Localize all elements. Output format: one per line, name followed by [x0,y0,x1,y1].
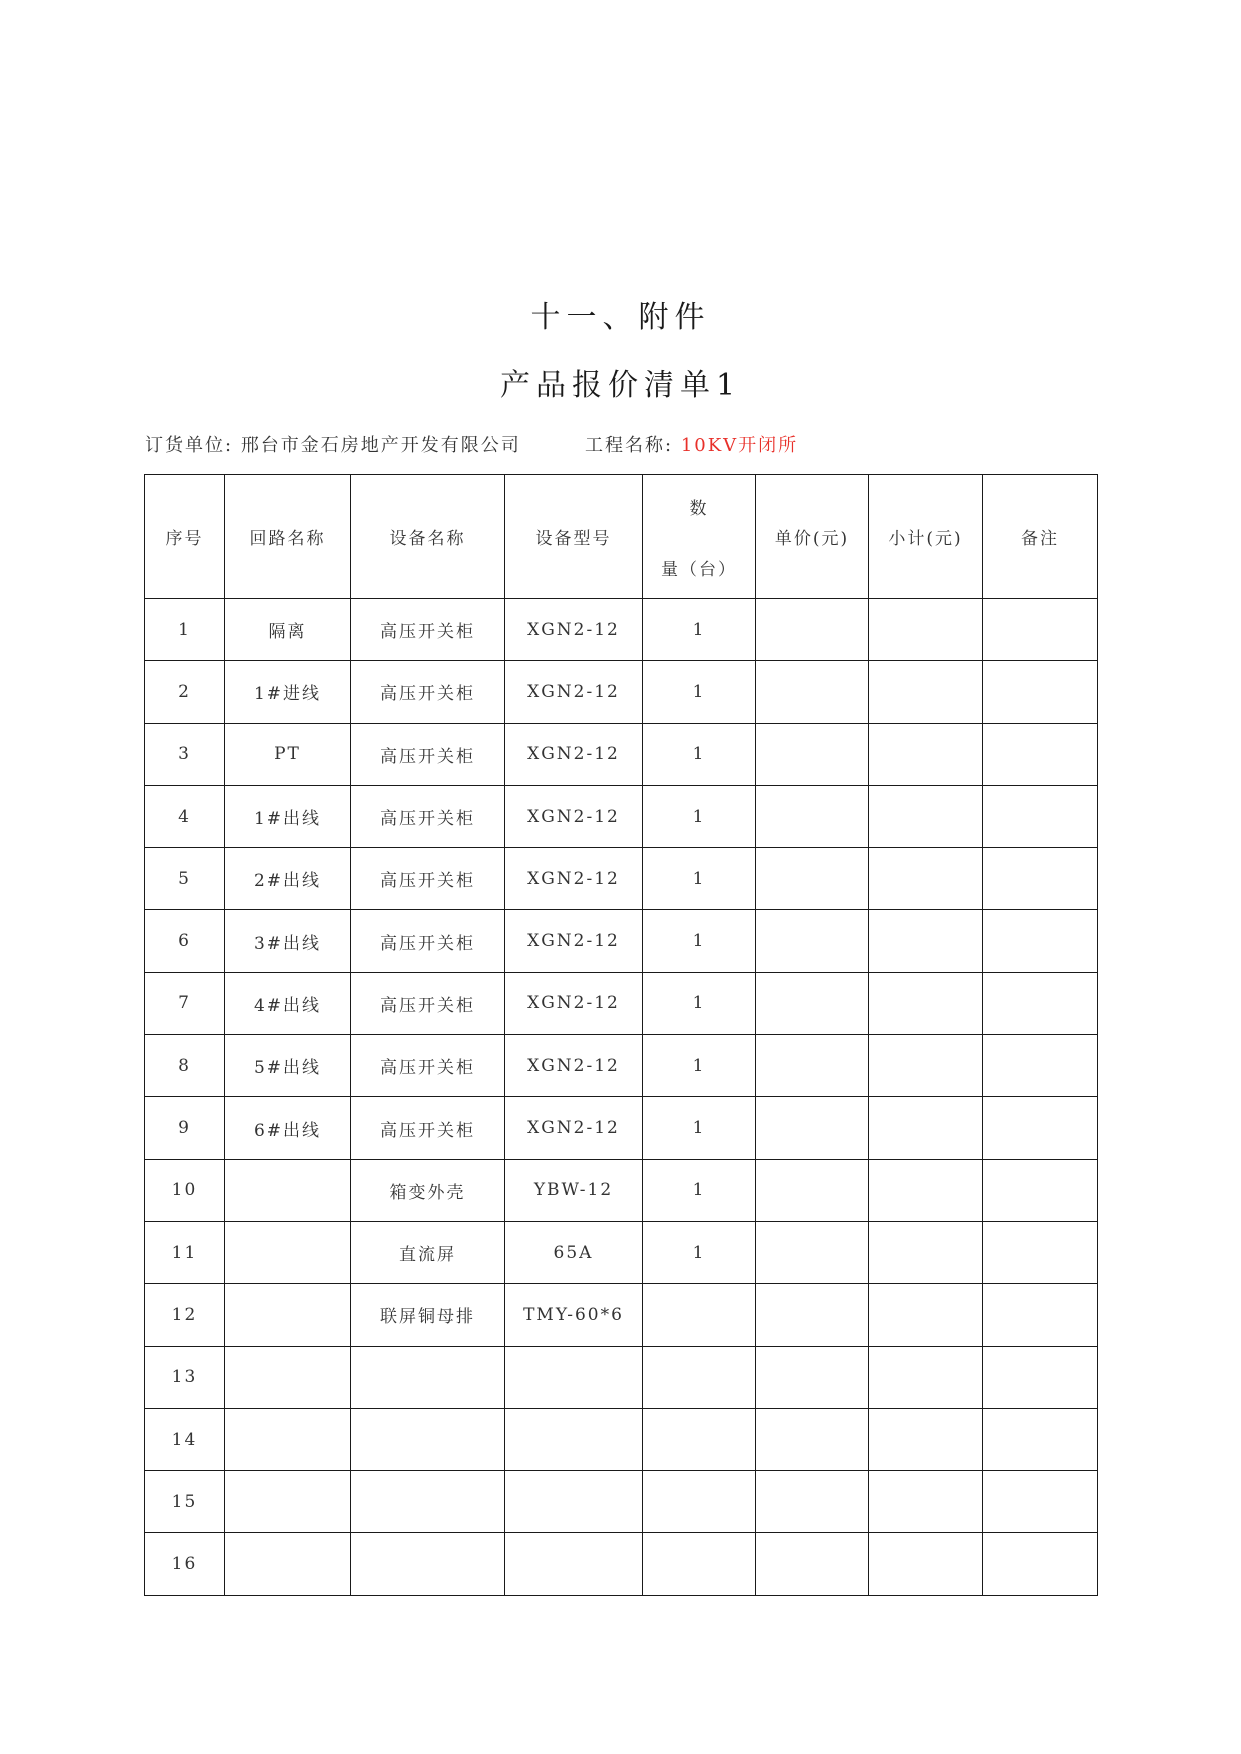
cell-unit-price [756,1471,869,1533]
cell-device-name [351,1471,505,1533]
cell-quantity: 1 [643,661,756,723]
cell-subtotal [869,972,983,1034]
cell-unit-price [756,848,869,910]
cell-device-model: XGN2-12 [505,785,643,847]
cell-seq: 16 [145,1533,225,1595]
cell-quantity: 1 [643,723,756,785]
project-name-value: 10KV开闭所 [680,435,799,456]
table-row [145,1159,1098,1221]
cell-circuit-name: 4#出线 [225,972,351,1034]
cell-unit-price [756,723,869,785]
cell-subtotal [869,785,983,847]
cell-device-model: XGN2-12 [505,723,643,785]
cell-remark [983,1408,1098,1470]
cell-device-name: 高压开关柜 [351,785,505,847]
cell-device-name: 高压开关柜 [351,1035,505,1097]
cell-subtotal [869,910,983,972]
cell-circuit-name [225,1284,351,1346]
cell-quantity: 1 [643,1035,756,1097]
cell-subtotal [869,599,983,661]
header-quantity-line1: 数 [689,498,709,519]
cell-device-name: 箱变外壳 [351,1159,505,1221]
cell-quantity: 1 [643,1097,756,1159]
cell-seq: 2 [145,661,225,723]
cell-seq: 10 [145,1159,225,1221]
cell-device-name: 直流屏 [351,1221,505,1283]
project-name-label: 工程名称: [585,435,674,456]
cell-circuit-name: 3#出线 [225,910,351,972]
cell-seq: 13 [145,1346,225,1408]
cell-subtotal [869,1221,983,1283]
cell-device-model: XGN2-12 [505,848,643,910]
cell-device-model [505,1346,643,1408]
cell-unit-price [756,1284,869,1346]
page-heading: 十一、附件 [530,300,711,335]
order-unit-line [145,431,521,457]
cell-seq: 1 [145,599,225,661]
cell-circuit-name: 1#进线 [225,661,351,723]
cell-subtotal [869,1471,983,1533]
header-device-model: 设备型号 [505,475,643,599]
cell-device-model [505,1471,643,1533]
table-row [145,1408,1098,1470]
header-remark: 备注 [983,475,1098,599]
cell-quantity [643,1533,756,1595]
cell-device-name: 高压开关柜 [351,599,505,661]
cell-circuit-name: 6#出线 [225,1097,351,1159]
cell-unit-price [756,785,869,847]
cell-seq: 12 [145,1284,225,1346]
table-row [145,1035,1098,1097]
cell-subtotal [869,1035,983,1097]
table-row [145,1221,1098,1283]
project-name-line [585,431,798,457]
cell-unit-price [756,1408,869,1470]
cell-device-name: 高压开关柜 [351,1097,505,1159]
cell-unit-price [756,1035,869,1097]
table-row [145,599,1098,661]
cell-device-name [351,1408,505,1470]
cell-remark [983,1471,1098,1533]
cell-remark [983,972,1098,1034]
cell-device-model: XGN2-12 [505,910,643,972]
cell-circuit-name [225,1471,351,1533]
cell-unit-price [756,599,869,661]
cell-circuit-name [225,1408,351,1470]
cell-circuit-name [225,1346,351,1408]
cell-unit-price [756,1533,869,1595]
cell-subtotal [869,1284,983,1346]
header-subtotal: 小计(元) [869,475,983,599]
cell-remark [983,848,1098,910]
cell-seq: 14 [145,1408,225,1470]
cell-subtotal [869,1097,983,1159]
order-unit-label: 订货单位: [145,435,234,456]
cell-subtotal [869,661,983,723]
cell-circuit-name: 隔离 [225,599,351,661]
cell-remark [983,910,1098,972]
cell-seq: 3 [145,723,225,785]
cell-quantity [643,1284,756,1346]
cell-device-model: 65A [505,1221,643,1283]
order-unit-value: 邢台市金石房地产开发有限公司 [240,435,521,456]
cell-device-model: XGN2-12 [505,661,643,723]
header-seq: 序号 [145,475,225,599]
cell-device-name: 高压开关柜 [351,910,505,972]
cell-unit-price [756,972,869,1034]
cell-device-name: 高压开关柜 [351,972,505,1034]
header-quantity [643,475,756,599]
cell-device-name [351,1533,505,1595]
table-row [145,1533,1098,1595]
table-row [145,848,1098,910]
cell-remark [983,1346,1098,1408]
cell-remark [983,661,1098,723]
cell-circuit-name [225,1533,351,1595]
cell-seq: 11 [145,1221,225,1283]
cell-device-name: 高压开关柜 [351,848,505,910]
cell-subtotal [869,848,983,910]
cell-quantity: 1 [643,848,756,910]
cell-circuit-name [225,1159,351,1221]
table-row [145,785,1098,847]
cell-quantity [643,1408,756,1470]
cell-seq: 6 [145,910,225,972]
header-device-name: 设备名称 [351,475,505,599]
cell-quantity: 1 [643,1221,756,1283]
cell-device-name: 高压开关柜 [351,661,505,723]
cell-remark [983,1159,1098,1221]
cell-remark [983,1221,1098,1283]
table-row [145,723,1098,785]
cell-remark [983,1035,1098,1097]
cell-remark [983,723,1098,785]
cell-device-model: TMY-60*6 [505,1284,643,1346]
cell-device-model: YBW-12 [505,1159,643,1221]
cell-quantity: 1 [643,785,756,847]
cell-quantity: 1 [643,972,756,1034]
cell-device-model: XGN2-12 [505,599,643,661]
table-row [145,1471,1098,1533]
cell-circuit-name: 5#出线 [225,1035,351,1097]
cell-unit-price [756,661,869,723]
cell-device-model [505,1533,643,1595]
cell-circuit-name: 2#出线 [225,848,351,910]
cell-device-model: XGN2-12 [505,1097,643,1159]
cell-subtotal [869,1533,983,1595]
cell-device-model: XGN2-12 [505,1035,643,1097]
table-row [145,1097,1098,1159]
cell-subtotal [869,1408,983,1470]
cell-seq: 8 [145,1035,225,1097]
table-row [145,661,1098,723]
table-row [145,1346,1098,1408]
cell-remark [983,785,1098,847]
cell-subtotal [869,723,983,785]
header-quantity-line2: 量（台） [661,559,737,580]
cell-quantity: 1 [643,599,756,661]
cell-subtotal [869,1346,983,1408]
cell-subtotal [869,1159,983,1221]
cell-quantity: 1 [643,1159,756,1221]
cell-seq: 5 [145,848,225,910]
cell-remark [983,599,1098,661]
cell-device-model: XGN2-12 [505,972,643,1034]
table-row [145,1284,1098,1346]
cell-seq: 15 [145,1471,225,1533]
cell-circuit-name: PT [225,723,351,785]
cell-device-name: 高压开关柜 [351,723,505,785]
table-header-row [145,475,1098,599]
cell-remark [983,1284,1098,1346]
cell-unit-price [756,1159,869,1221]
table-row [145,972,1098,1034]
cell-unit-price [756,910,869,972]
cell-circuit-name [225,1221,351,1283]
cell-quantity [643,1471,756,1533]
header-unit-price: 单价(元) [756,475,869,599]
cell-unit-price [756,1221,869,1283]
cell-unit-price [756,1097,869,1159]
cell-device-name: 联屏铜母排 [351,1284,505,1346]
cell-quantity: 1 [643,910,756,972]
quote-table [144,474,1098,1596]
cell-seq: 9 [145,1097,225,1159]
cell-remark [983,1097,1098,1159]
table-body [145,599,1098,1596]
cell-seq: 4 [145,785,225,847]
cell-unit-price [756,1346,869,1408]
cell-remark [983,1533,1098,1595]
quote-list-title: 产品报价清单1 [499,368,742,403]
header-circuit-name: 回路名称 [225,475,351,599]
cell-circuit-name: 1#出线 [225,785,351,847]
cell-device-name [351,1346,505,1408]
table-row [145,910,1098,972]
cell-seq: 7 [145,972,225,1034]
cell-device-model [505,1408,643,1470]
cell-quantity [643,1346,756,1408]
